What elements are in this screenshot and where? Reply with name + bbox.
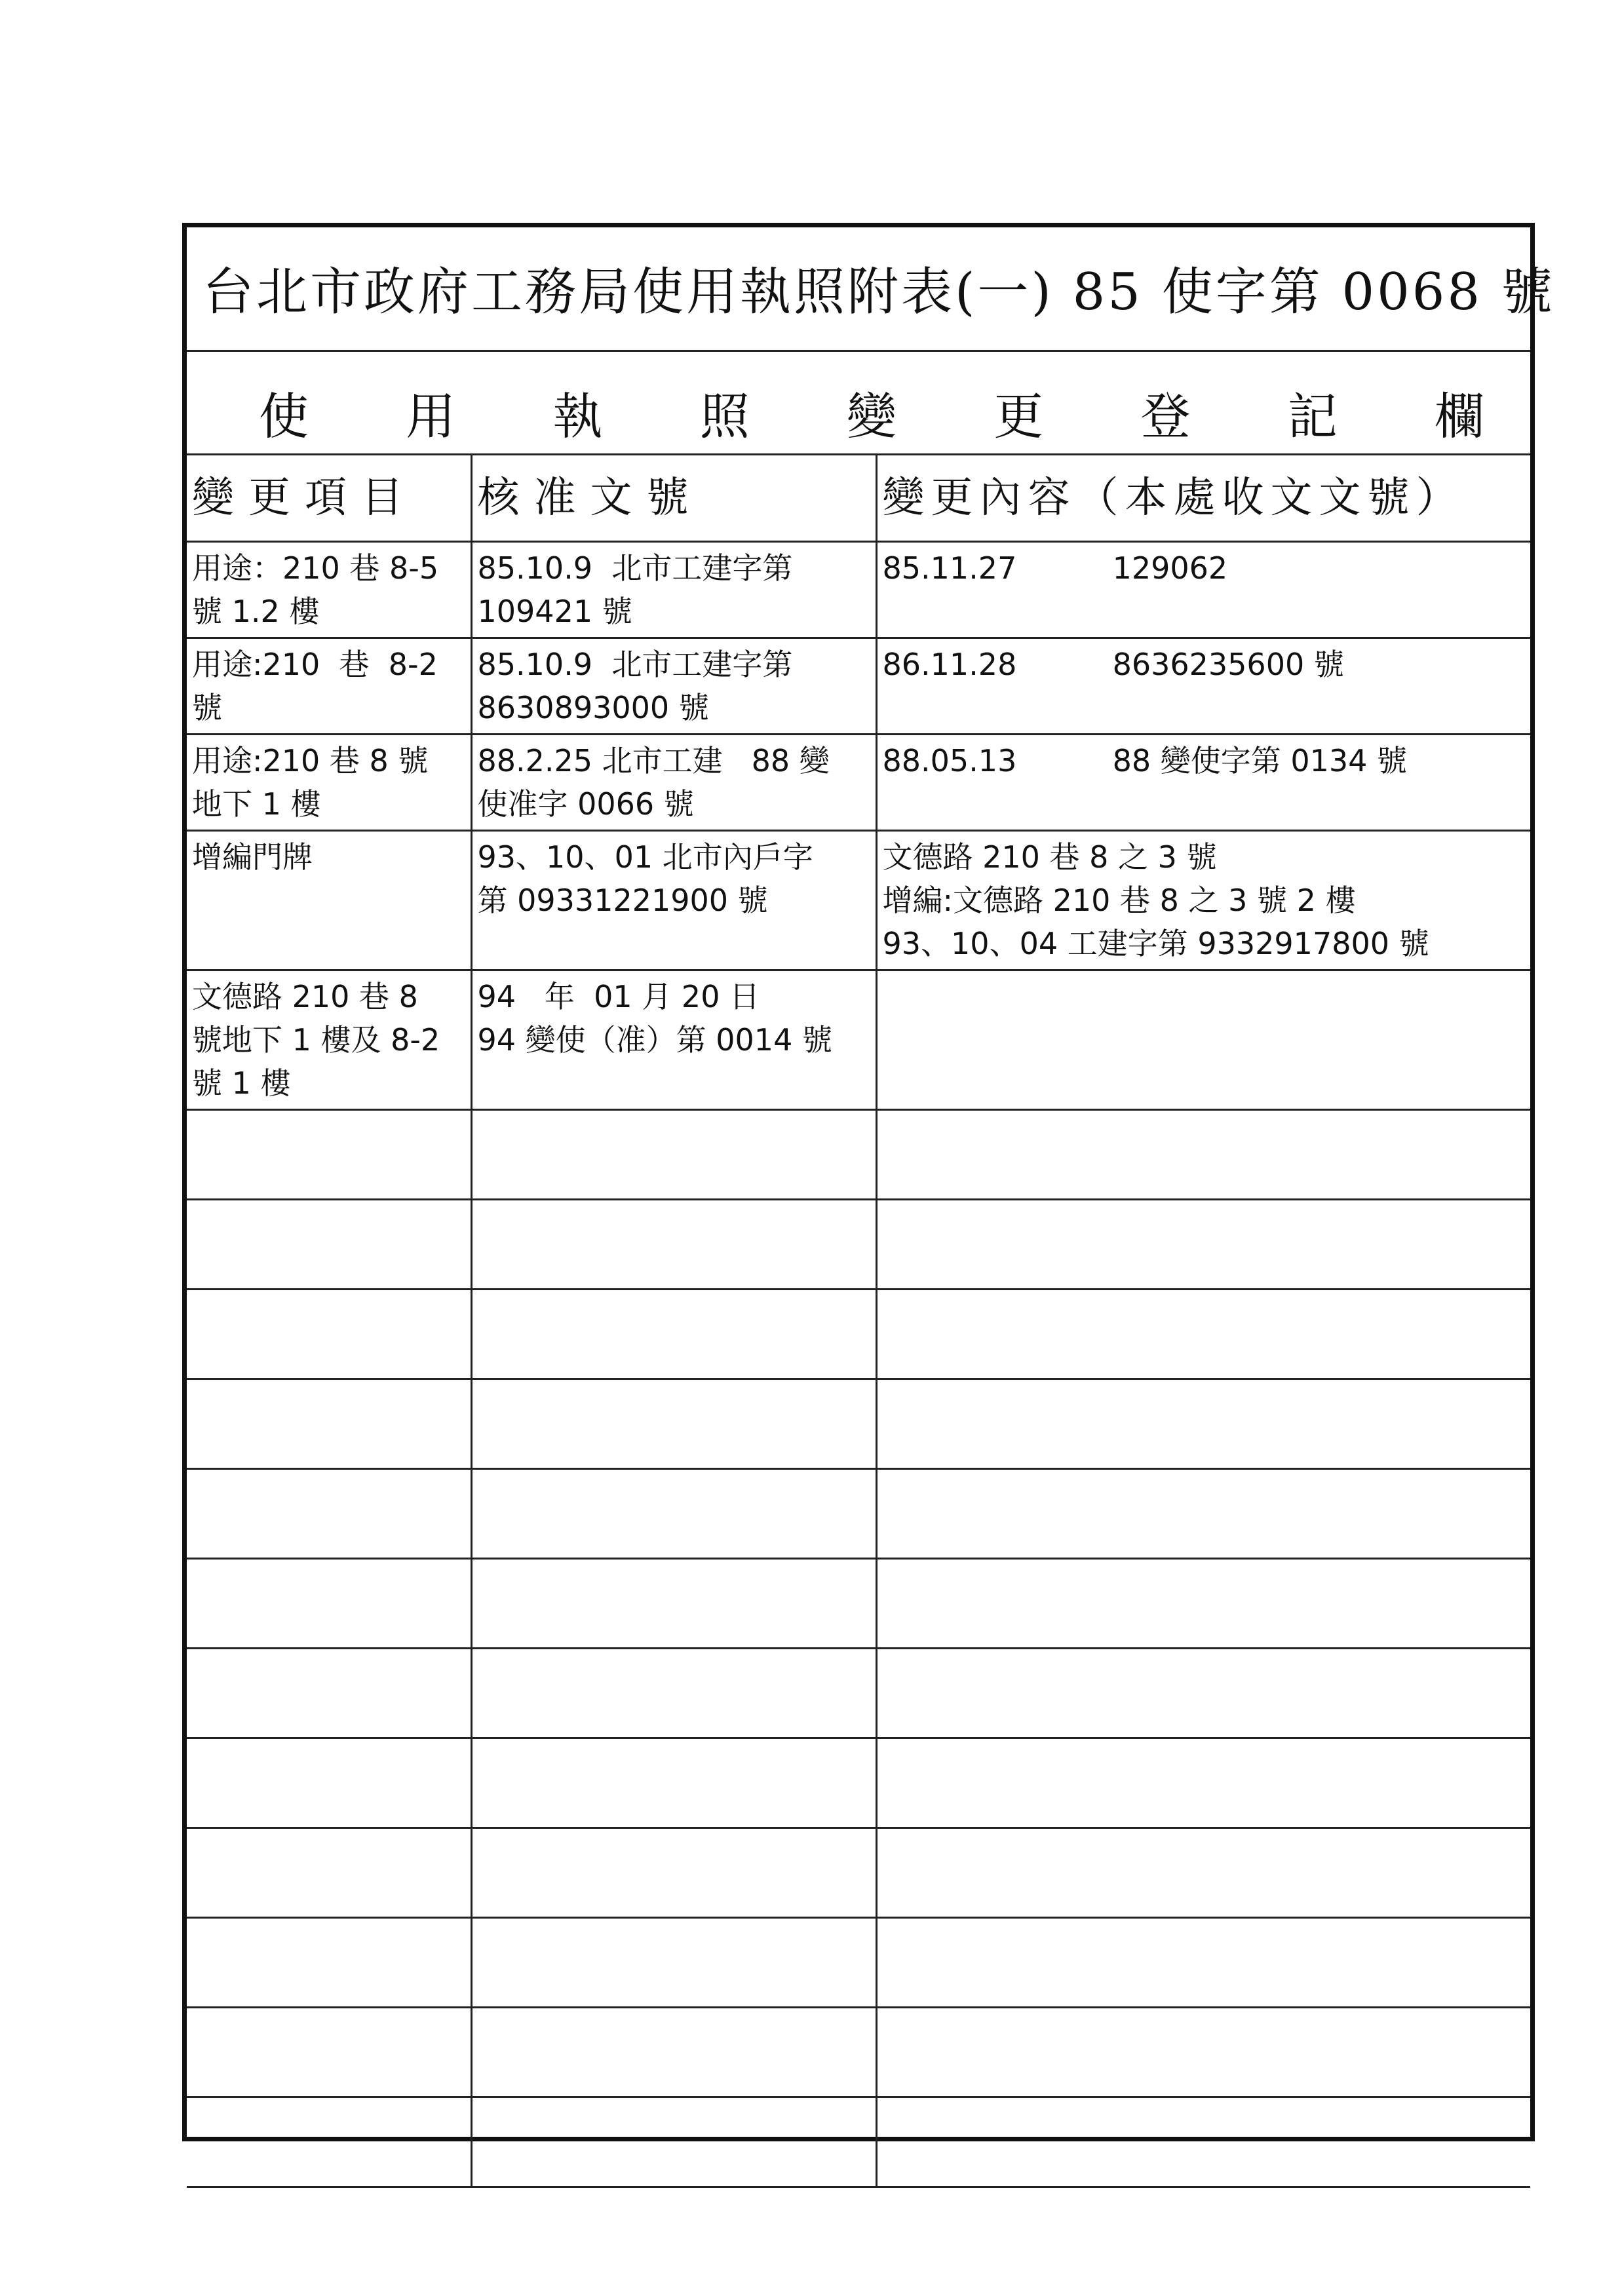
blank-cell: [187, 1469, 471, 1559]
change-content-cell: [876, 970, 1530, 1110]
change-item-cell: [187, 735, 471, 831]
blank-cell: [471, 1469, 876, 1559]
blank-cell: [876, 1649, 1530, 1738]
blank-row: [187, 1559, 1530, 1649]
approval-number-cell-line: 109421 號: [477, 594, 632, 629]
blank-cell: [876, 1200, 1530, 1290]
approval-number-cell-line: 第 09331221900 號: [477, 883, 768, 918]
change-content-cell: [876, 831, 1530, 970]
change-content-cell-line: 文德路 210 巷 8 之 3 號: [882, 839, 1217, 875]
heading-char: 記: [1287, 387, 1338, 446]
blank-cell: [876, 1469, 1530, 1559]
blank-cell: [471, 1559, 876, 1649]
title-row: [187, 227, 1555, 352]
blank-cell: [187, 1110, 471, 1200]
change-item-cell-line: 用途:210 巷 8 號: [192, 743, 429, 778]
blank-cell: [876, 1110, 1530, 1200]
heading-char: 使: [259, 387, 309, 446]
blank-cell: [471, 1918, 876, 2008]
approval-number-cell: [471, 970, 876, 1110]
change-item-cell-line: 號: [192, 690, 222, 725]
blank-cell: [187, 1559, 471, 1649]
change-item-cell: [187, 638, 471, 735]
heading-row: [187, 352, 1530, 455]
approval-number-cell-line: 8630893000 號: [477, 690, 709, 725]
blank-cell: [187, 1290, 471, 1379]
blank-cell: [187, 2097, 471, 2187]
approval-number-cell: [471, 638, 876, 735]
heading-char: 變: [847, 387, 897, 446]
table-row: [187, 542, 1530, 638]
heading-char: 執: [552, 387, 603, 446]
approval-number-cell-line: 94 變使（准）第 0014 號: [477, 1022, 832, 1058]
blank-cell: [876, 2097, 1530, 2187]
change-item-cell-line: 地下 1 樓: [192, 786, 321, 822]
change-content-cell-line: 93、10、04 工建字第 9332917800 號: [882, 926, 1429, 961]
blank-row: [187, 1290, 1530, 1379]
column-header-item: 變更項目: [187, 455, 471, 542]
approval-number-cell: [471, 542, 876, 638]
blank-cell: [876, 1290, 1530, 1379]
approval-number-cell-line: 93、10、01 北市內戶字: [477, 839, 813, 875]
blank-cell: [471, 2008, 876, 2097]
form-title: 台北市政府工務局使用執照附表(一) 85 使字第 0068 號: [202, 263, 1555, 322]
blank-cell: [876, 1738, 1530, 1828]
blank-cell: [876, 1559, 1530, 1649]
blank-cell: [876, 1379, 1530, 1469]
heading-char: 照: [699, 387, 750, 446]
blank-row: [187, 2097, 1530, 2187]
blank-row: [187, 1379, 1530, 1469]
blank-row: [187, 1918, 1530, 2008]
change-content-cell: [876, 638, 1530, 735]
blank-row: [187, 1828, 1530, 1918]
change-content-cell-line: 85.11.27 129062: [882, 550, 1228, 586]
approval-number-cell-line: 94 年 01 月 20 日: [477, 979, 760, 1014]
change-content-cell-line: 86.11.28 8636235600 號: [882, 647, 1344, 682]
change-item-cell-line: 用途:210 巷 8-2: [192, 647, 438, 682]
heading-char: 用: [406, 387, 456, 446]
blank-cell: [876, 1828, 1530, 1918]
blank-row: [187, 1738, 1530, 1828]
change-item-cell-line: 文德路 210 巷 8: [192, 979, 418, 1014]
approval-number-cell-line: 85.10.9 北市工建字第: [477, 550, 793, 586]
approval-number-cell: [471, 735, 876, 831]
change-content-cell: [876, 735, 1530, 831]
change-item-cell-line: 號地下 1 樓及 8-2: [192, 1022, 440, 1058]
heading-char: 更: [993, 387, 1044, 446]
blank-cell: [187, 1649, 471, 1738]
blank-cell: [187, 1738, 471, 1828]
column-header-content: 變更內容（本處收文文號）: [876, 455, 1530, 542]
blank-cell: [187, 1200, 471, 1290]
blank-cell: [471, 2097, 876, 2187]
blank-cell: [187, 1379, 471, 1469]
change-item-cell-line: 增編門牌: [192, 839, 313, 875]
table-header-row: [187, 455, 1530, 542]
table-row: [187, 831, 1530, 970]
heading-char: 登: [1140, 387, 1191, 446]
blank-cell: [187, 1918, 471, 2008]
blank-cell: [471, 1290, 876, 1379]
change-item-cell-line: 用途：210 巷 8-5: [192, 550, 439, 586]
table-body: [187, 542, 1530, 2187]
blank-cell: [471, 1379, 876, 1469]
approval-number-cell-line: 85.10.9 北市工建字第: [477, 647, 793, 682]
approval-number-cell: [471, 831, 876, 970]
blank-cell: [471, 1200, 876, 1290]
blank-cell: [876, 1918, 1530, 2008]
change-item-cell: [187, 970, 471, 1110]
blank-row: [187, 2008, 1530, 2097]
blank-cell: [471, 1110, 876, 1200]
blank-cell: [876, 2008, 1530, 2097]
usage-license-attachment-form: [182, 223, 1555, 2141]
blank-cell: [471, 1828, 876, 1918]
blank-row: [187, 1110, 1530, 1200]
blank-cell: [187, 1828, 471, 1918]
blank-row: [187, 1469, 1530, 1559]
change-item-cell-line: 號 1 樓: [192, 1065, 291, 1101]
change-item-cell: [187, 831, 471, 970]
blank-cell: [187, 2008, 471, 2097]
change-content-cell-line: 增編:文德路 210 巷 8 之 3 號 2 樓: [882, 883, 1356, 918]
approval-number-cell-line: 使准字 0066 號: [477, 786, 694, 822]
change-record-table: [187, 455, 1530, 2188]
change-item-cell: [187, 542, 471, 638]
change-content-cell: [876, 542, 1530, 638]
table-row: [187, 970, 1530, 1110]
column-header-approval: 核准文號: [471, 455, 876, 542]
section-heading: [259, 377, 1484, 448]
change-item-cell-line: 號 1.2 樓: [192, 594, 320, 629]
table-row: [187, 638, 1530, 735]
blank-cell: [471, 1649, 876, 1738]
blank-row: [187, 1200, 1530, 1290]
table-row: [187, 735, 1530, 831]
approval-number-cell-line: 88.2.25 北市工建 88 變: [477, 743, 830, 778]
blank-row: [187, 1649, 1530, 1738]
heading-char: 欄: [1435, 387, 1484, 446]
blank-cell: [471, 1738, 876, 1828]
change-content-cell-line: 88.05.13 88 變使字第 0134 號: [882, 743, 1408, 778]
